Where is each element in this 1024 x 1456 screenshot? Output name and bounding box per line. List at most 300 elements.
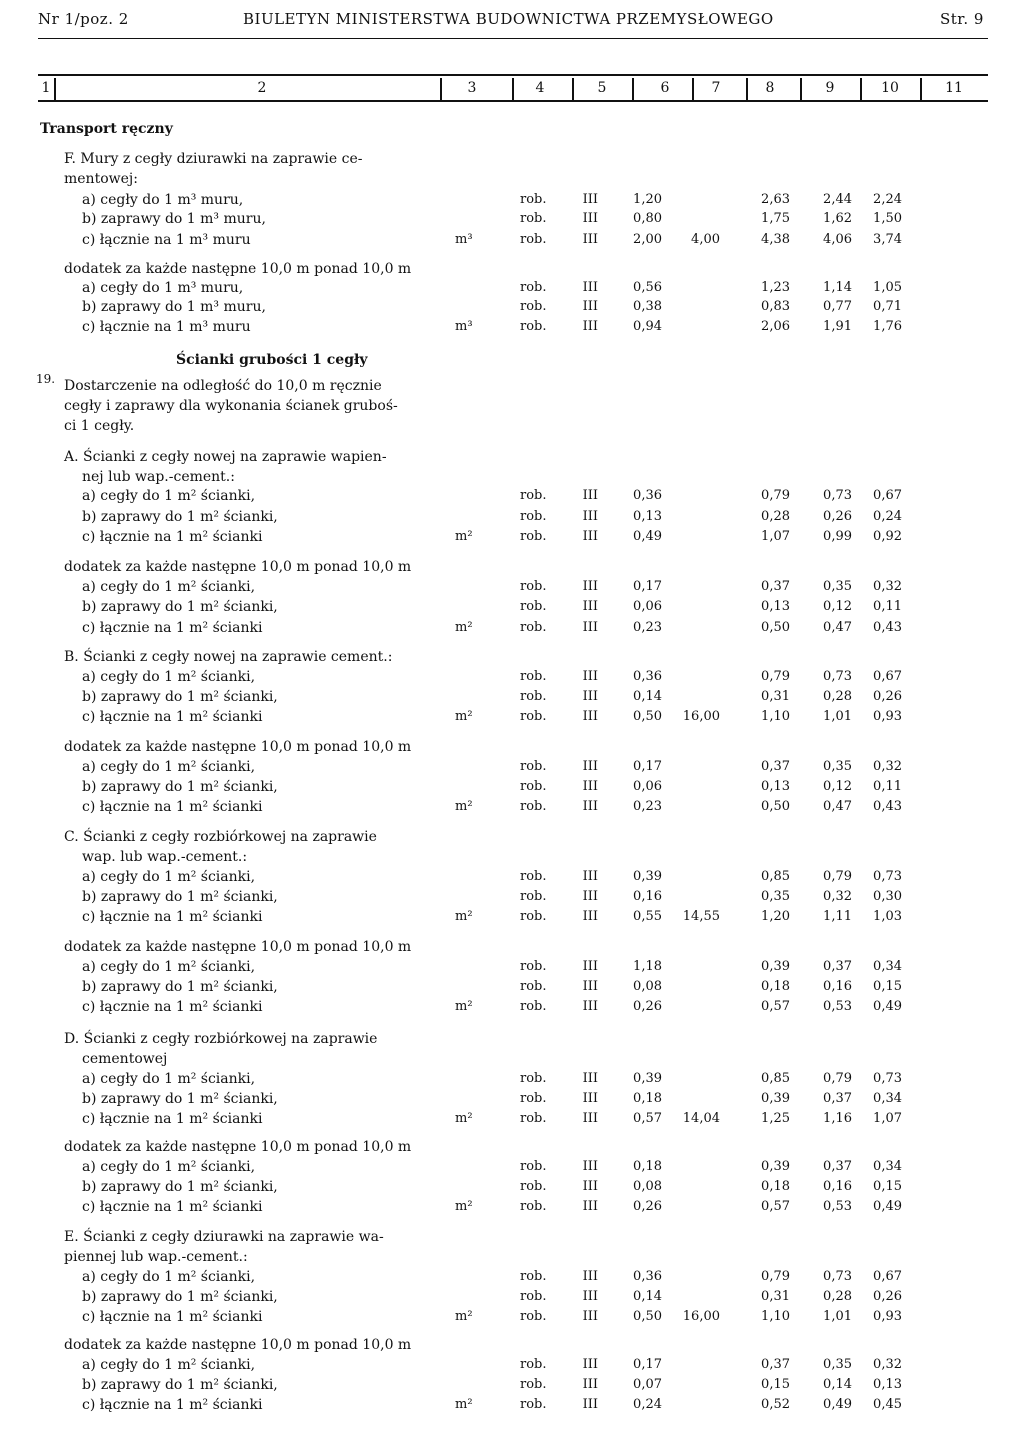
category-cell: rob. [520, 909, 547, 924]
group-cell: III [582, 999, 598, 1014]
value-cell: 0,71 [873, 299, 902, 314]
category-cell: rob. [520, 1159, 547, 1174]
row-label: a) cegły do 1 m² ścianki, [82, 869, 256, 885]
value-cell: 1,20 [761, 909, 790, 924]
value-cell: 0,30 [873, 889, 902, 904]
column-number-11: 11 [945, 80, 963, 96]
value-cell: 0,26 [873, 689, 902, 704]
value-cell: 0,67 [873, 1269, 902, 1284]
value-cell: 0,14 [633, 689, 662, 704]
value-cell: 0,24 [873, 509, 902, 524]
category-cell: rob. [520, 799, 547, 814]
value-cell: 0,37 [823, 1159, 852, 1174]
row-label: mentowej: [64, 171, 138, 187]
category-cell: rob. [520, 1071, 547, 1086]
group-cell: III [582, 869, 598, 884]
value-cell: 16,00 [682, 1309, 720, 1324]
value-cell: 0,92 [873, 529, 902, 544]
value-cell: 0,23 [633, 620, 662, 635]
value-cell: 0,12 [823, 599, 852, 614]
value-cell: 0,35 [823, 759, 852, 774]
value-cell: 4,00 [691, 232, 720, 247]
unit-cell: m² [455, 620, 473, 635]
column-number-9: 9 [825, 80, 835, 96]
category-cell: rob. [520, 999, 547, 1014]
value-cell: 16,00 [682, 709, 720, 724]
column-number-8: 8 [765, 80, 775, 96]
group-cell: III [582, 232, 598, 247]
value-cell: 0,26 [873, 1289, 902, 1304]
value-cell: 0,39 [761, 959, 790, 974]
category-cell: rob. [520, 1377, 547, 1392]
value-cell: 0,73 [873, 1071, 902, 1086]
unit-cell: m² [455, 999, 473, 1014]
value-cell: 1,05 [873, 280, 902, 295]
value-cell: 0,49 [633, 529, 662, 544]
unit-cell: m² [455, 1199, 473, 1214]
unit-cell: m² [455, 529, 473, 544]
row-label: c) łącznie na 1 m² ścianki [82, 799, 263, 815]
unit-cell: m² [455, 709, 473, 724]
value-cell: 0,67 [873, 488, 902, 503]
value-cell: 0,50 [761, 620, 790, 635]
group-cell: III [582, 889, 598, 904]
unit-cell: m² [455, 1111, 473, 1126]
row-label: b) zaprawy do 1 m² ścianki, [82, 1091, 278, 1107]
value-cell: 0,18 [761, 1179, 790, 1194]
row-label: b) zaprawy do 1 m³ muru, [82, 211, 266, 227]
category-cell: rob. [520, 889, 547, 904]
item-text-line-1: Dostarczenie na odległość do 10,0 m ręcznie [64, 378, 382, 394]
category-cell: rob. [520, 1357, 547, 1372]
value-cell: 1,23 [761, 280, 790, 295]
value-cell: 0,31 [761, 689, 790, 704]
value-cell: 0,34 [873, 959, 902, 974]
row-label: b) zaprawy do 1 m² ścianki, [82, 1179, 278, 1195]
category-cell: rob. [520, 280, 547, 295]
group-cell: III [582, 319, 598, 334]
category-cell: rob. [520, 759, 547, 774]
item-text-line-2: cegły i zaprawy dla wykonania ścianek gruboś- [64, 398, 398, 414]
value-cell: 0,13 [761, 599, 790, 614]
value-cell: 0,73 [823, 669, 852, 684]
value-cell: 0,83 [761, 299, 790, 314]
category-cell: rob. [520, 509, 547, 524]
category-cell: rob. [520, 1289, 547, 1304]
row-label: c) łącznie na 1 m² ścianki [82, 909, 263, 925]
value-cell: 0,08 [633, 1179, 662, 1194]
row-label: b) zaprawy do 1 m² ścianki, [82, 779, 278, 795]
category-cell: rob. [520, 669, 547, 684]
section-heading-scianki: Ścianki grubości 1 cegły [176, 352, 368, 368]
value-cell: 0,85 [761, 1071, 790, 1086]
value-cell: 0,99 [823, 529, 852, 544]
value-cell: 0,07 [633, 1377, 662, 1392]
group-cell: III [582, 299, 598, 314]
row-label: b) zaprawy do 1 m³ muru, [82, 299, 266, 315]
value-cell: 1,75 [761, 211, 790, 226]
value-cell: 0,35 [761, 889, 790, 904]
row-label: a) cegły do 1 m² ścianki, [82, 579, 256, 595]
value-cell: 0,15 [761, 1377, 790, 1392]
value-cell: 1,18 [633, 959, 662, 974]
row-label: b) zaprawy do 1 m² ścianki, [82, 979, 278, 995]
value-cell: 0,52 [761, 1397, 790, 1412]
row-label: c) łącznie na 1 m² ścianki [82, 999, 263, 1015]
value-cell: 0,28 [761, 509, 790, 524]
value-cell: 0,39 [633, 869, 662, 884]
value-cell: 4,06 [823, 232, 852, 247]
value-cell: 0,94 [633, 319, 662, 334]
value-cell: 0,11 [873, 599, 902, 614]
category-cell: rob. [520, 299, 547, 314]
value-cell: 0,77 [823, 299, 852, 314]
value-cell: 0,79 [761, 1269, 790, 1284]
group-cell: III [582, 689, 598, 704]
value-cell: 0,36 [633, 488, 662, 503]
group-cell: III [582, 909, 598, 924]
group-cell: III [582, 1269, 598, 1284]
category-cell: rob. [520, 779, 547, 794]
row-label: a) cegły do 1 m² ścianki, [82, 669, 256, 685]
category-cell: rob. [520, 488, 547, 503]
value-cell: 0,50 [633, 709, 662, 724]
value-cell: 1,07 [761, 529, 790, 544]
column-divider [572, 78, 574, 100]
value-cell: 0,35 [823, 579, 852, 594]
value-cell: 0,73 [873, 869, 902, 884]
value-cell: 1,62 [823, 211, 852, 226]
value-cell: 0,23 [633, 799, 662, 814]
value-cell: 0,37 [823, 959, 852, 974]
value-cell: 0,57 [761, 1199, 790, 1214]
column-divider [692, 78, 694, 100]
value-cell: 0,06 [633, 779, 662, 794]
row-label: a) cegły do 1 m² ścianki, [82, 1159, 256, 1175]
column-number-6: 6 [660, 80, 670, 96]
value-cell: 1,16 [823, 1111, 852, 1126]
category-cell: rob. [520, 319, 547, 334]
row-label: dodatek za każde następne 10,0 m ponad 10,0 m [64, 559, 412, 575]
unit-cell: m³ [455, 319, 473, 334]
value-cell: 0,28 [823, 689, 852, 704]
value-cell: 0,35 [823, 1357, 852, 1372]
column-number-10: 10 [881, 80, 899, 96]
value-cell: 0,80 [633, 211, 662, 226]
row-label: C. Ścianki z cegły rozbiórkowej na zaprawie [64, 829, 377, 845]
value-cell: 0,79 [761, 488, 790, 503]
column-header-bottom-rule [38, 100, 988, 102]
group-cell: III [582, 1111, 598, 1126]
category-cell: rob. [520, 959, 547, 974]
value-cell: 1,01 [823, 1309, 852, 1324]
value-cell: 0,55 [633, 909, 662, 924]
value-cell: 0,56 [633, 280, 662, 295]
value-cell: 0,53 [823, 1199, 852, 1214]
category-cell: rob. [520, 1199, 547, 1214]
column-number-1: 1 [41, 80, 51, 96]
column-divider [54, 78, 56, 100]
value-cell: 0,17 [633, 1357, 662, 1372]
group-cell: III [582, 1357, 598, 1372]
value-cell: 0,24 [633, 1397, 662, 1412]
value-cell: 0,14 [633, 1289, 662, 1304]
group-cell: III [582, 280, 598, 295]
row-label: b) zaprawy do 1 m² ścianki, [82, 1289, 278, 1305]
category-cell: rob. [520, 869, 547, 884]
value-cell: 0,13 [873, 1377, 902, 1392]
value-cell: 0,43 [873, 799, 902, 814]
value-cell: 0,47 [823, 620, 852, 635]
unit-cell: m² [455, 1309, 473, 1324]
group-cell: III [582, 529, 598, 544]
value-cell: 0,12 [823, 779, 852, 794]
column-divider [440, 78, 442, 100]
page-number-ref: Nr 1/poz. 2 [38, 10, 129, 28]
value-cell: 0,36 [633, 1269, 662, 1284]
group-cell: III [582, 599, 598, 614]
group-cell: III [582, 1179, 598, 1194]
group-cell: III [582, 1199, 598, 1214]
value-cell: 0,32 [873, 759, 902, 774]
value-cell: 0,31 [761, 1289, 790, 1304]
row-label: wap. lub wap.-cement.: [82, 849, 248, 865]
category-cell: rob. [520, 1091, 547, 1106]
row-label: A. Ścianki z cegły nowej na zaprawie wapien- [64, 449, 387, 465]
value-cell: 0,37 [823, 1091, 852, 1106]
value-cell: 0,26 [633, 1199, 662, 1214]
value-cell: 0,93 [873, 1309, 902, 1324]
value-cell: 1,20 [633, 192, 662, 207]
value-cell: 0,16 [633, 889, 662, 904]
value-cell: 0,17 [633, 759, 662, 774]
column-divider [860, 78, 862, 100]
row-label: a) cegły do 1 m² ścianki, [82, 488, 256, 504]
category-cell: rob. [520, 689, 547, 704]
group-cell: III [582, 488, 598, 503]
row-label: b) zaprawy do 1 m² ścianki, [82, 509, 278, 525]
value-cell: 2,06 [761, 319, 790, 334]
page-number: Str. 9 [940, 10, 984, 28]
value-cell: 0,79 [761, 669, 790, 684]
column-header-top-rule [38, 74, 988, 76]
value-cell: 2,00 [633, 232, 662, 247]
value-cell: 0,28 [823, 1289, 852, 1304]
value-cell: 14,55 [682, 909, 720, 924]
value-cell: 1,14 [823, 280, 852, 295]
value-cell: 1,07 [873, 1111, 902, 1126]
value-cell: 14,04 [682, 1111, 720, 1126]
value-cell: 0,26 [633, 999, 662, 1014]
category-cell: rob. [520, 1179, 547, 1194]
value-cell: 0,36 [633, 669, 662, 684]
group-cell: III [582, 669, 598, 684]
row-label: b) zaprawy do 1 m² ścianki, [82, 599, 278, 615]
row-label: c) łącznie na 1 m² ścianki [82, 709, 263, 725]
row-label: c) łącznie na 1 m² ścianki [82, 1309, 263, 1325]
value-cell: 0,32 [823, 889, 852, 904]
value-cell: 0,73 [823, 488, 852, 503]
value-cell: 0,08 [633, 979, 662, 994]
value-cell: 0,18 [633, 1159, 662, 1174]
row-label: c) łącznie na 1 m² ścianki [82, 529, 263, 545]
value-cell: 1,01 [823, 709, 852, 724]
value-cell: 1,50 [873, 211, 902, 226]
value-cell: 0,39 [761, 1159, 790, 1174]
value-cell: 1,91 [823, 319, 852, 334]
header-rule [38, 38, 988, 39]
value-cell: 0,73 [823, 1269, 852, 1284]
value-cell: 0,50 [761, 799, 790, 814]
value-cell: 1,10 [761, 1309, 790, 1324]
category-cell: rob. [520, 1309, 547, 1324]
category-cell: rob. [520, 579, 547, 594]
category-cell: rob. [520, 709, 547, 724]
group-cell: III [582, 799, 598, 814]
column-number-2: 2 [257, 80, 267, 96]
category-cell: rob. [520, 529, 547, 544]
row-label: dodatek za każde następne 10,0 m ponad 10,0 m [64, 1337, 412, 1353]
row-label: b) zaprawy do 1 m² ścianki, [82, 689, 278, 705]
row-label: c) łącznie na 1 m³ muru [82, 319, 251, 335]
row-label: c) łącznie na 1 m² ścianki [82, 1111, 263, 1127]
value-cell: 0,49 [873, 999, 902, 1014]
row-label: B. Ścianki z cegły nowej na zaprawie cement.: [64, 649, 393, 665]
category-cell: rob. [520, 1269, 547, 1284]
value-cell: 0,32 [873, 579, 902, 594]
value-cell: 0,45 [873, 1397, 902, 1412]
value-cell: 0,39 [761, 1091, 790, 1106]
category-cell: rob. [520, 192, 547, 207]
category-cell: rob. [520, 979, 547, 994]
row-label: c) łącznie na 1 m² ścianki [82, 1199, 263, 1215]
value-cell: 0,15 [873, 1179, 902, 1194]
value-cell: 2,63 [761, 192, 790, 207]
unit-cell: m³ [455, 232, 473, 247]
value-cell: 0,57 [761, 999, 790, 1014]
row-label: a) cegły do 1 m² ścianki, [82, 759, 256, 775]
row-label: D. Ścianki z cegły rozbiórkowej na zaprawie [64, 1031, 378, 1047]
value-cell: 0,49 [823, 1397, 852, 1412]
item-text-line-3: ci 1 cegły. [64, 418, 135, 434]
value-cell: 0,16 [823, 979, 852, 994]
column-divider [632, 78, 634, 100]
row-label: a) cegły do 1 m³ muru, [82, 192, 244, 208]
group-cell: III [582, 1377, 598, 1392]
value-cell: 0,34 [873, 1091, 902, 1106]
value-cell: 0,26 [823, 509, 852, 524]
row-label: a) cegły do 1 m² ścianki, [82, 1269, 256, 1285]
row-label: nej lub wap.-cement.: [82, 469, 235, 485]
value-cell: 0,11 [873, 779, 902, 794]
column-divider [920, 78, 922, 100]
value-cell: 0,47 [823, 799, 852, 814]
unit-cell: m² [455, 909, 473, 924]
group-cell: III [582, 1289, 598, 1304]
value-cell: 1,10 [761, 709, 790, 724]
value-cell: 0,13 [633, 509, 662, 524]
row-label: F. Mury z cegły dziurawki na zaprawie ce- [64, 151, 363, 167]
category-cell: rob. [520, 599, 547, 614]
column-number-7: 7 [711, 80, 721, 96]
value-cell: 0,13 [761, 779, 790, 794]
value-cell: 1,03 [873, 909, 902, 924]
unit-cell: m² [455, 799, 473, 814]
category-cell: rob. [520, 1111, 547, 1126]
value-cell: 0,49 [873, 1199, 902, 1214]
group-cell: III [582, 620, 598, 635]
value-cell: 0,17 [633, 579, 662, 594]
value-cell: 3,74 [873, 232, 902, 247]
value-cell: 0,37 [761, 1357, 790, 1372]
group-cell: III [582, 192, 598, 207]
column-number-3: 3 [467, 80, 477, 96]
section-heading-transport: Transport ręczny [40, 121, 173, 137]
value-cell: 1,76 [873, 319, 902, 334]
row-label: b) zaprawy do 1 m² ścianki, [82, 889, 278, 905]
row-label: E. Ścianki z cegły dziurawki na zaprawie wa- [64, 1229, 384, 1245]
column-divider [746, 78, 748, 100]
group-cell: III [582, 509, 598, 524]
column-number-4: 4 [535, 80, 545, 96]
value-cell: 0,79 [823, 869, 852, 884]
unit-cell: m² [455, 1397, 473, 1412]
value-cell: 0,34 [873, 1159, 902, 1174]
column-divider [512, 78, 514, 100]
row-label: c) łącznie na 1 m² ścianki [82, 1397, 263, 1413]
value-cell: 0,85 [761, 869, 790, 884]
row-label: piennej lub wap.-cement.: [64, 1249, 248, 1265]
row-label: a) cegły do 1 m² ścianki, [82, 1357, 256, 1373]
row-label: a) cegły do 1 m² ścianki, [82, 1071, 256, 1087]
row-label: a) cegły do 1 m² ścianki, [82, 959, 256, 975]
value-cell: 0,93 [873, 709, 902, 724]
value-cell: 0,15 [873, 979, 902, 994]
value-cell: 2,24 [873, 192, 902, 207]
value-cell: 0,16 [823, 1179, 852, 1194]
category-cell: rob. [520, 1397, 547, 1412]
group-cell: III [582, 1091, 598, 1106]
value-cell: 1,25 [761, 1111, 790, 1126]
row-label: a) cegły do 1 m³ muru, [82, 280, 244, 296]
value-cell: 0,57 [633, 1111, 662, 1126]
value-cell: 0,18 [633, 1091, 662, 1106]
publication-title: BIULETYN MINISTERSTWA BUDOWNICTWA PRZEMYSŁOWEGO [243, 10, 774, 28]
value-cell: 0,79 [823, 1071, 852, 1086]
group-cell: III [582, 959, 598, 974]
value-cell: 0,38 [633, 299, 662, 314]
row-label: dodatek za każde następne 10,0 m ponad 10,0 m [64, 1139, 412, 1155]
value-cell: 1,11 [823, 909, 852, 924]
value-cell: 4,38 [761, 232, 790, 247]
category-cell: rob. [520, 211, 547, 226]
column-divider [800, 78, 802, 100]
item-number: 19. [36, 372, 56, 386]
row-label: c) łącznie na 1 m³ muru [82, 232, 251, 248]
value-cell: 0,39 [633, 1071, 662, 1086]
row-label: dodatek za każde następne 10,0 m ponad 10,0 m [64, 739, 412, 755]
row-label: c) łącznie na 1 m² ścianki [82, 620, 263, 636]
value-cell: 0,67 [873, 669, 902, 684]
value-cell: 0,37 [761, 759, 790, 774]
group-cell: III [582, 759, 598, 774]
category-cell: rob. [520, 620, 547, 635]
value-cell: 0,37 [761, 579, 790, 594]
column-number-5: 5 [597, 80, 607, 96]
group-cell: III [582, 1309, 598, 1324]
group-cell: III [582, 579, 598, 594]
value-cell: 0,43 [873, 620, 902, 635]
